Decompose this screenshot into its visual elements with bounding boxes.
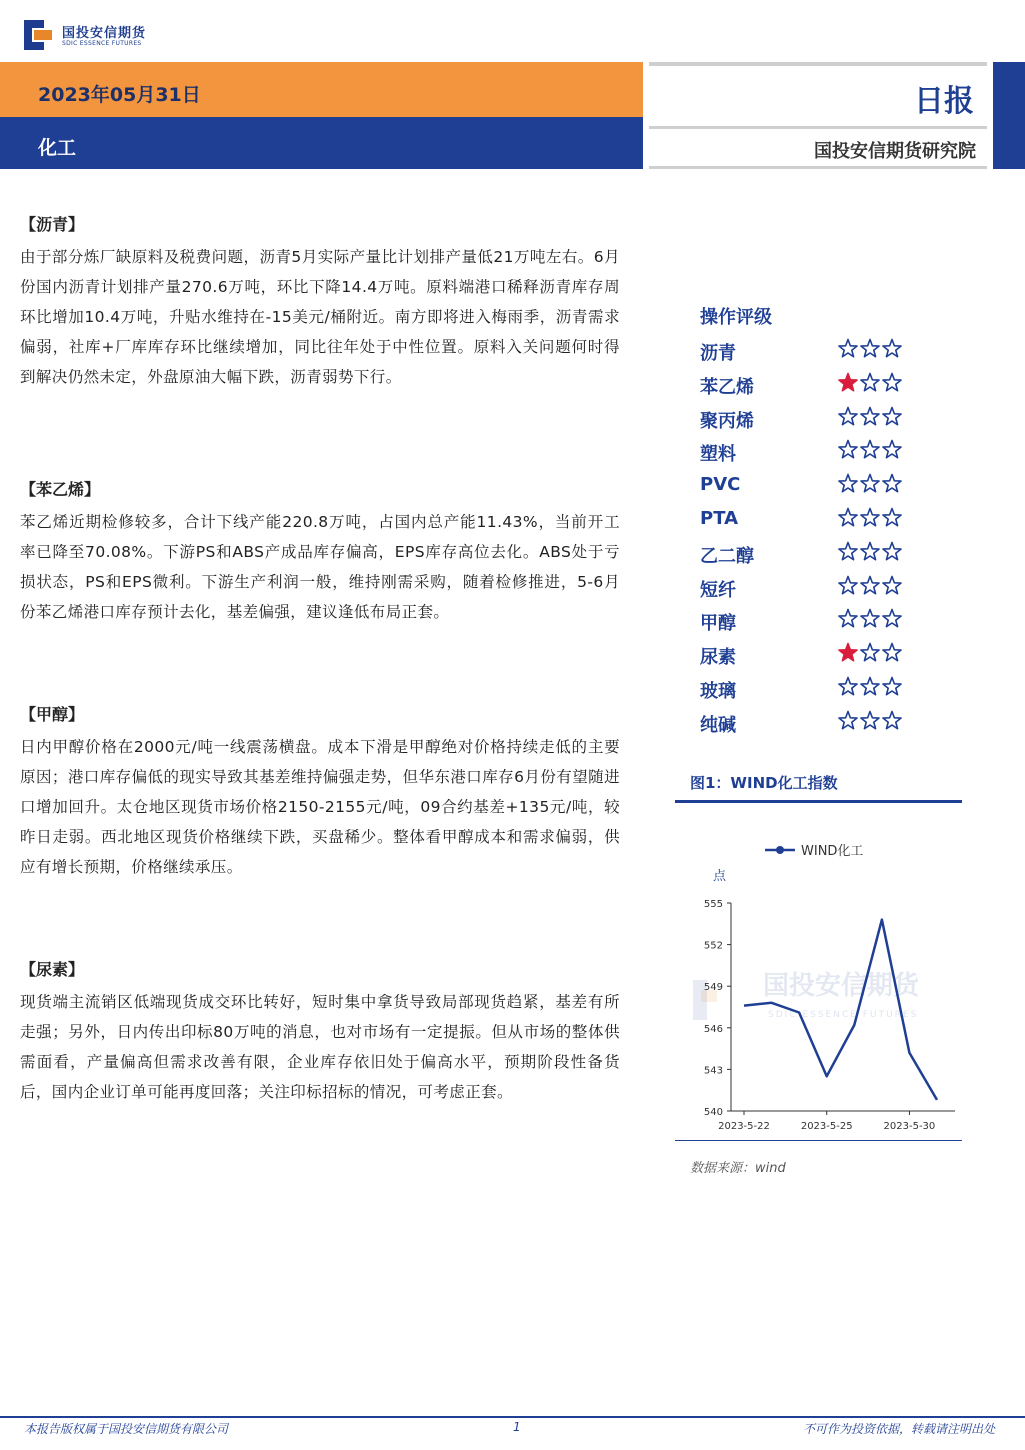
watermark [693,970,921,1020]
x-tick-label: 2023-5-30 [883,1121,936,1132]
figure-source: 数据来源：wind [690,1161,786,1176]
rating-product-name: 塑料 [700,444,736,466]
section-title-methanol: 【甲醇】 [20,705,85,724]
header-section-bar [0,117,643,169]
rating-stars [838,675,908,699]
star-outline-icon [861,542,879,559]
rating-row [700,675,910,705]
star-outline-icon [861,678,879,695]
header-divider [649,166,987,169]
star-outline-icon [861,711,879,728]
x-tick-label: 2023-5-25 [800,1121,853,1132]
star-outline-icon [883,542,901,559]
rating-stars [838,506,908,530]
rating-stars [838,574,908,598]
rating-row [700,472,910,502]
report-section: 化工 [38,137,77,159]
section-body-asphalt: 由于部分炼厂缺原料及税费问题，沥青5月实际产量比计划排产量低21万吨左右。6月份国内沥青计划排产量270.6万吨，环比下降14.4万吨。原料端港口稀释沥青库存周环比增加10.4万吨，升贴水维持在-15美元/桶附近。南方即将进入梅雨季，沥青需求偏弱，社库+厂库库存环比继续增加，同比往年处于中性位置。原料入关问题何时得到解决仍然未定，外盘原油大幅下跌，沥青弱势下行。 [20,248,620,386]
star-outline-icon [883,711,901,728]
star-outline-icon [839,610,857,627]
header-divider [649,126,987,129]
star-filled-icon [839,644,857,661]
rating-product-name: 苯乙烯 [700,376,754,398]
rating-stars [838,405,908,429]
rating-row [700,540,910,570]
star-outline-icon [839,441,857,458]
figure-title-underline [675,800,962,803]
y-tick-label: 543 [703,1065,723,1077]
figure-title: 图1：WIND化工指数 [690,774,838,792]
rating-row [700,607,910,637]
rating-product-name: 聚丙烯 [700,410,754,432]
wind-chemical-index-chart [675,830,965,1140]
star-outline-icon [839,678,857,695]
section-title-urea: 【尿素】 [20,960,85,979]
y-tick-label: 549 [703,982,723,994]
star-outline-icon [883,644,901,661]
x-ticks [718,1111,935,1132]
legend-label: WIND化工 [801,844,864,859]
star-outline-icon [883,509,901,526]
star-outline-icon [883,340,901,357]
star-outline-icon [883,373,901,390]
rating-row [700,641,910,671]
institute-name: 国投安信期货研究院 [814,141,976,162]
rating-product-name: PTA [700,508,739,529]
ratings-title: 操作评级 [700,307,772,328]
footer-copyright: 本报告版权属于国投安信期货有限公司 [24,1422,229,1436]
star-outline-icon [861,441,879,458]
rating-stars [838,540,908,564]
rating-product-name: PVC [700,474,741,496]
footer-rule [0,1416,1025,1418]
rating-stars [838,709,908,733]
report-date: 2023年05月31日 [38,84,201,106]
rating-stars [838,371,908,395]
rating-product-name: 玻璃 [700,681,736,702]
rating-row [700,506,910,536]
chart-legend [765,844,863,859]
x-tick-label: 2023-5-22 [718,1121,770,1132]
rating-row [700,405,910,435]
section-body-urea: 现货端主流销区低端现货成交环比转好，短时集中拿货导致局部现货趋紧，基差有所走强；另外，日内传出印标80万吨的消息，也对市场有一定提振。但从市场的整体供需面看，产量偏高但需求改善有限，企业库存依旧处于偏高水平，预期阶段性备货后，国内企业订单可能再度回落；关注印标招标的情况，可考虑正套。 [20,993,620,1101]
star-outline-icon [839,509,857,526]
star-outline-icon [883,441,901,458]
star-outline-icon [861,373,879,390]
rating-stars [838,607,908,631]
y-tick-label: 552 [703,940,723,952]
logo-mark-icon [24,20,56,50]
y-axis-label: 点 [713,869,727,884]
star-outline-icon [839,576,857,593]
star-outline-icon [839,475,857,492]
company-logo [24,18,164,54]
rating-product-name: 纯碱 [700,714,736,736]
header-accent-block [993,62,1025,169]
star-outline-icon [883,678,901,695]
rating-product-name: 乙二醇 [700,545,754,567]
star-outline-icon [839,542,857,559]
star-outline-icon [883,407,901,424]
rating-stars [838,641,908,665]
section-body-styrene: 苯乙烯近期检修较多，合计下线产能220.8万吨，占国内总产能11.43%，当前开工率已降至70.08%。下游PS和ABS产成品库存偏高，EPS库存高位去化。ABS处于亏损状态，PS和EPS微利。下游生产利润一般，维持刚需采购，随着检修推进，5-6月份苯乙烯港口库存预计去化，基差偏强，建议逢低布局正套。 [20,513,620,621]
watermark-text-cn: 国投安信期货 [763,971,920,1001]
y-tick-label: 546 [703,1023,723,1035]
watermark-text-en: SDIC ESSENCE FUTURES [768,1010,919,1020]
star-outline-icon [883,610,901,627]
legend-marker [776,846,784,854]
rating-product-name: 甲醇 [700,613,736,635]
rating-product-name: 短纤 [700,579,736,601]
rating-row [700,337,910,367]
star-outline-icon [883,576,901,593]
rating-row [700,574,910,604]
logo-name-en: SDIC ESSENCE FUTURES [62,40,142,47]
y-ticks [704,899,731,1118]
star-outline-icon [861,610,879,627]
star-outline-icon [839,407,857,424]
section-title-styrene: 【苯乙烯】 [20,480,101,499]
star-outline-icon [861,475,879,492]
star-outline-icon [883,475,901,492]
star-filled-icon [839,373,857,390]
rating-row [700,371,910,401]
page-number: 1 [513,1420,521,1434]
rating-stars [838,472,908,496]
rating-stars [838,337,908,361]
y-tick-label: 555 [703,899,723,910]
rating-row [700,709,910,739]
star-outline-icon [861,340,879,357]
star-outline-icon [839,340,857,357]
section-body-methanol: 日内甲醇价格在2000元/吨一线震荡横盘。成本下滑是甲醇绝对价格持续走低的主要原因；港口库存偏低的现实导致其基差维持偏强走势，但华东港口库存6月份有望随进口增加回升。太仓地区现货市场价格2150-2155元/吨，09合约基差+135元/吨，较昨日走弱。西北地区现货价格继续下跌，买盘稀少。整体看甲醇成本和需求偏弱，供应有增长预期，价格继续承压。 [20,738,620,876]
footer-disclaimer: 不可作为投资依据，转载请注明出处 [802,1422,995,1436]
rating-product-name: 尿素 [700,647,736,669]
rating-product-name: 沥青 [700,343,736,364]
star-outline-icon [861,509,879,526]
star-outline-icon [861,576,879,593]
header-divider [649,62,987,66]
star-outline-icon [861,644,879,661]
rating-row [700,438,910,468]
report-type-title: 日报 [914,84,974,119]
star-outline-icon [861,407,879,424]
section-title-asphalt: 【沥青】 [20,215,85,234]
y-tick-label: 540 [703,1107,723,1118]
figure-bottom-rule [675,1140,962,1141]
rating-stars [838,438,908,462]
logo-name-cn: 国投安信期货 [62,26,147,41]
star-outline-icon [839,711,857,728]
